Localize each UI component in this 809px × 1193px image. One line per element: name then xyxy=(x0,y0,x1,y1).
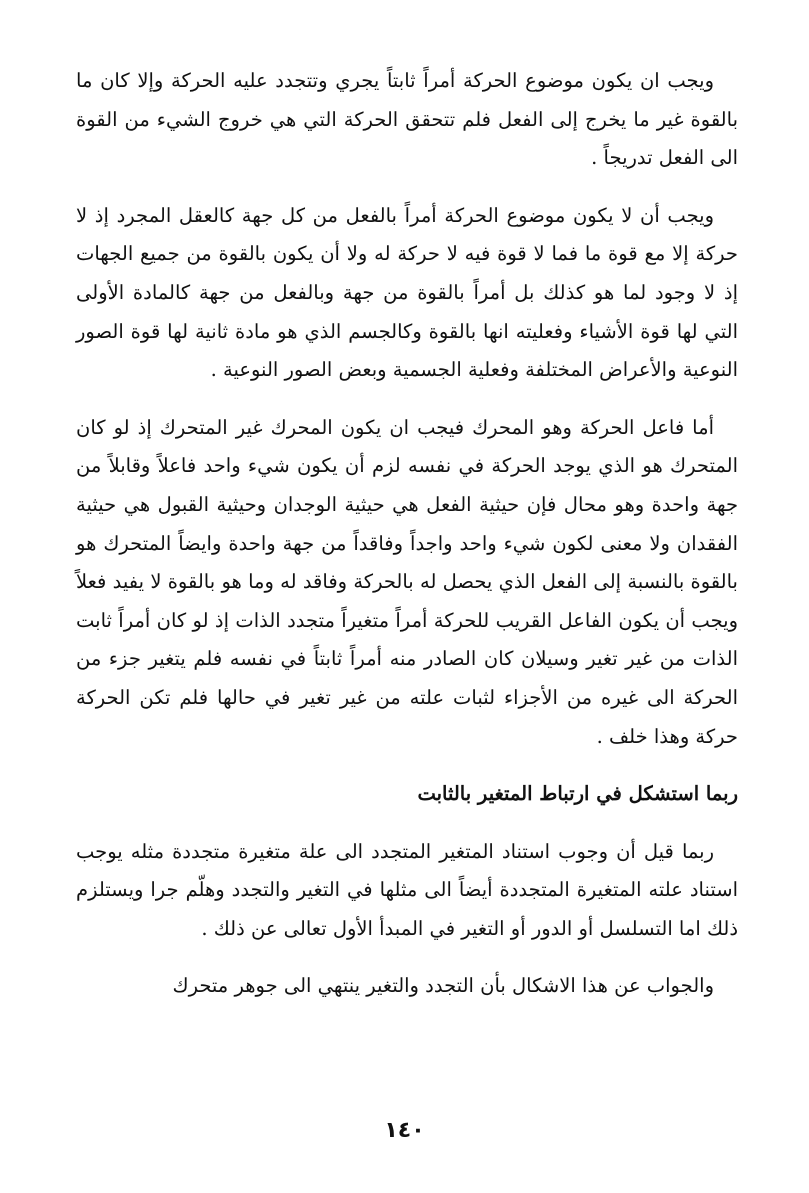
paragraph-answer: والجواب عن هذا الاشكال بأن التجدد والتغير ينتهي الى جوهر متحرك xyxy=(172,974,714,998)
page-body xyxy=(76,62,738,1025)
paragraph-objection: ربما قيل أن وجوب استناد المتغير المتجدد الى علة متغيرة متجددة مثله يوجب استناد علته المتغيرة المتجددة أيضاً الى مثلها في التغير والتجدد وهلّم جرا ويستلزم ذلك اما التسلسل أو الدور أو التغير في المبدأ الأول تعالى عن ذلك . xyxy=(76,839,738,940)
section-heading: ربما استشكل في ارتباط المتغير بالثابت xyxy=(417,782,738,806)
paragraph-agent-of-motion: أما فاعل الحركة وهو المحرك فيجب ان يكون المحرك غير المتحرك إذ لو كان المتحرك هو الذي يوجد الحركة في نفسه لزم أن يكون شيء واحد فاعلاً وقابلاً من جهة واحدة وهو محال فإن حيثية الفعل هي حيثية الوجدان وحيثية القبول هي حيثية الفقدان ولا معنى لكون شيء واحد واجداً وفاقداً من جهة واحدة وايضاً المتحرك هو بالقوة بالنسبة إلى الفعل الذي يحصل له بالحركة وفاقد له وما هو بالقوة لا يفيد فعلاً ويجب أن يكون الفاعل القريب للحركة أمراً متغيراً متجدد الذات إذ لو كان أمراً ثابت الذات من غير تغير وسيلان كان الصادر منه أمراً ثابتاً في نفسه فلم يتغير جزء من الحركة الى غيره من الأجزاء لثبات علته من غير تغير في حالها فلم تكن الحركة حركة وهذا خلف . xyxy=(76,415,738,748)
paragraph-subject-of-motion: ويجب ان يكون موضوع الحركة أمراً ثابتاً يجري وتتجدد عليه الحركة وإلا كان ما بالقوة غير ما يخرج إلى الفعل فلم تتحقق الحركة التي هي خروج الشيء من القوة الى الفعل تدريجاً . xyxy=(76,69,738,170)
page-number: ١٤٠ xyxy=(384,1118,425,1143)
paragraph-subject-not-actual: ويجب أن لا يكون موضوع الحركة أمراً بالفعل من كل جهة كالعقل المجرد إذ لا حركة إلا مع قوة ما فما لا قوة فيه لا حركة له ولا أن يكون بالقوة من جميع الجهات إذ لا وجود لما هو كذلك بل أمراً بالقوة من جهة وبالفعل من جهة كالمادة الأولى التي لها قوة الأشياء وفعليته انها بالقوة وكالجسم الذي هو مادة ثانية لها قوة الصور النوعية والأعراض المختلفة وفعلية الجسمية وبعض الصور النوعية . xyxy=(76,203,738,382)
